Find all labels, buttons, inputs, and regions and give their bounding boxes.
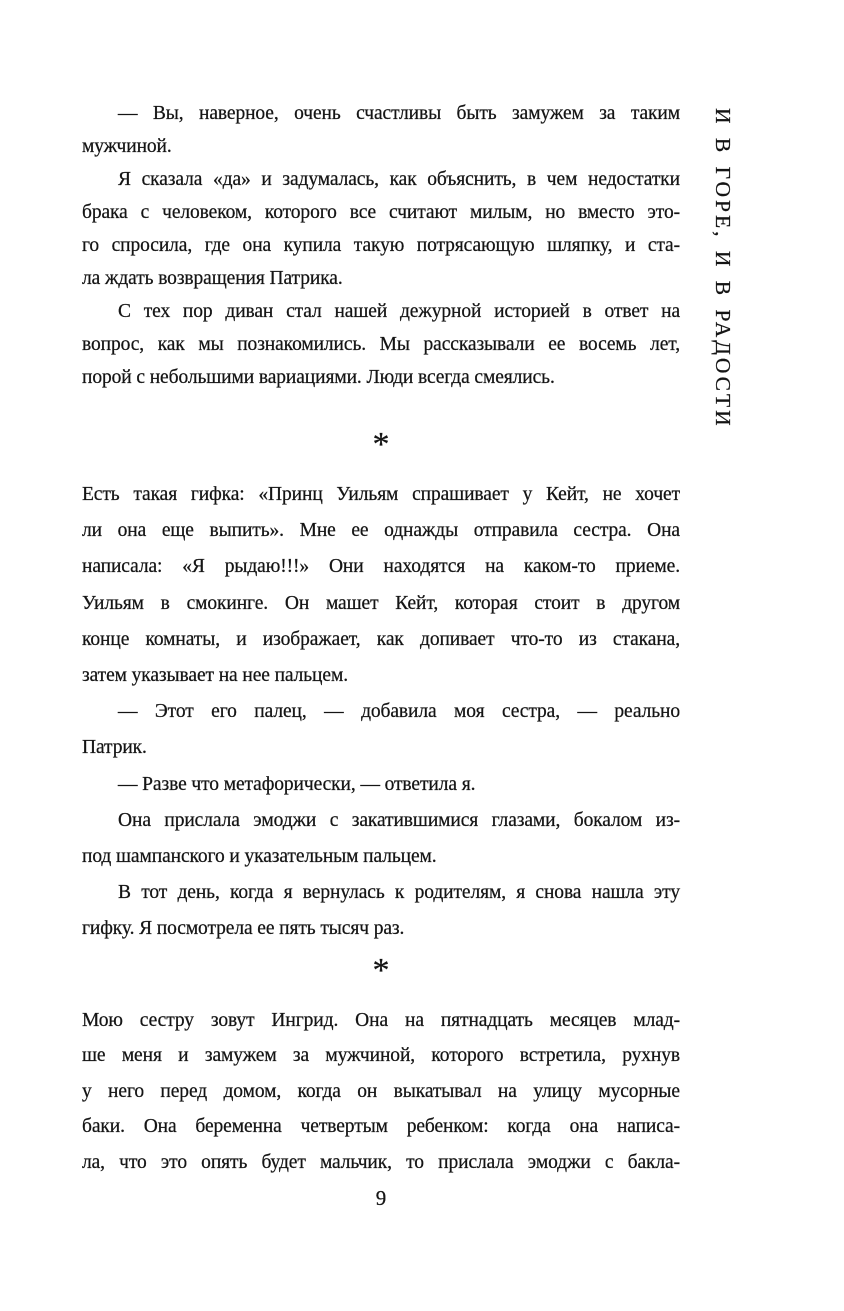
text-line: баки. Она беременна четвертым ребенком: когда она написа- xyxy=(82,1116,680,1138)
text-line: ли она еще выпить». Мне ее однажды отправила сестра. Она xyxy=(82,520,680,542)
text-line: — Разве что метафорически, — ответила я. xyxy=(118,773,476,795)
section-separator xyxy=(82,394,680,477)
text-line: ла, что это опять будет мальчик, то прислала эмоджи с бакла- xyxy=(82,1152,680,1174)
text-line: затем указывает на нее пальцем. xyxy=(82,665,348,687)
text-section xyxy=(82,477,680,948)
text-line: ше меня и замужем за мужчиной, которого встретила, рухнув xyxy=(82,1045,680,1067)
text-column xyxy=(82,97,680,1181)
text-line: — Этот его палец, — добавила моя сестра, — реально xyxy=(118,701,680,723)
text-line: Она прислала эмоджи с закатившимися глазами, бокалом из- xyxy=(118,809,680,831)
text-section xyxy=(82,97,680,394)
asterisk-separator-icon: * xyxy=(372,952,390,990)
text-line: Мою сестру зовут Ингрид. Она на пятнадцать месяцев млад- xyxy=(82,1009,680,1031)
text-line: Патрик. xyxy=(82,737,147,759)
text-line: написала: «Я рыдаю!!!» Они находятся на каком-то приеме. xyxy=(82,556,680,578)
text-line: порой с небольшими вариациями. Люди всегда смеялись. xyxy=(82,367,555,388)
running-head: И В ГОРЕ, И В РАДОСТИ xyxy=(711,108,735,429)
text-line: брака с человеком, которого все считают милым, но вместо это- xyxy=(82,202,680,223)
asterisk-separator-icon: * xyxy=(372,425,390,463)
text-line: Уильям в смокинге. Он машет Кейт, которая стоит в другом xyxy=(82,592,680,614)
text-section xyxy=(82,1003,680,1181)
text-line: гифку. Я посмотрела ее пять тысяч раз. xyxy=(82,918,405,940)
text-line: конце комнаты, и изображает, как допивает что-то из стакана, xyxy=(82,628,680,650)
text-line: ла ждать возвращения Патрика. xyxy=(82,268,343,289)
page-number: 9 xyxy=(375,1186,387,1210)
text-line: под шампанского и указательным пальцем. xyxy=(82,846,437,868)
text-line: го спросила, где она купила такую потрясающую шляпку, и ста- xyxy=(82,235,680,256)
text-line: С тех пор диван стал нашей дежурной историей в ответ на xyxy=(118,301,680,322)
text-line: у него перед домом, когда он выкатывал на улицу мусорные xyxy=(82,1080,680,1102)
section-separator xyxy=(82,948,680,1003)
text-line: вопрос, как мы познакомились. Мы рассказывали ее восемь лет, xyxy=(82,334,680,355)
text-line: — Вы, наверное, очень счастливы быть замужем за таким xyxy=(118,103,680,124)
text-line: В тот день, когда я вернулась к родителям, я снова нашла эту xyxy=(118,882,680,904)
text-line: мужчиной. xyxy=(82,136,172,157)
text-line: Я сказала «да» и задумалась, как объяснить, в чем недостатки xyxy=(118,169,680,190)
text-line: Есть такая гифка: «Принц Уильям спрашивает у Кейт, не хочет xyxy=(82,484,680,505)
